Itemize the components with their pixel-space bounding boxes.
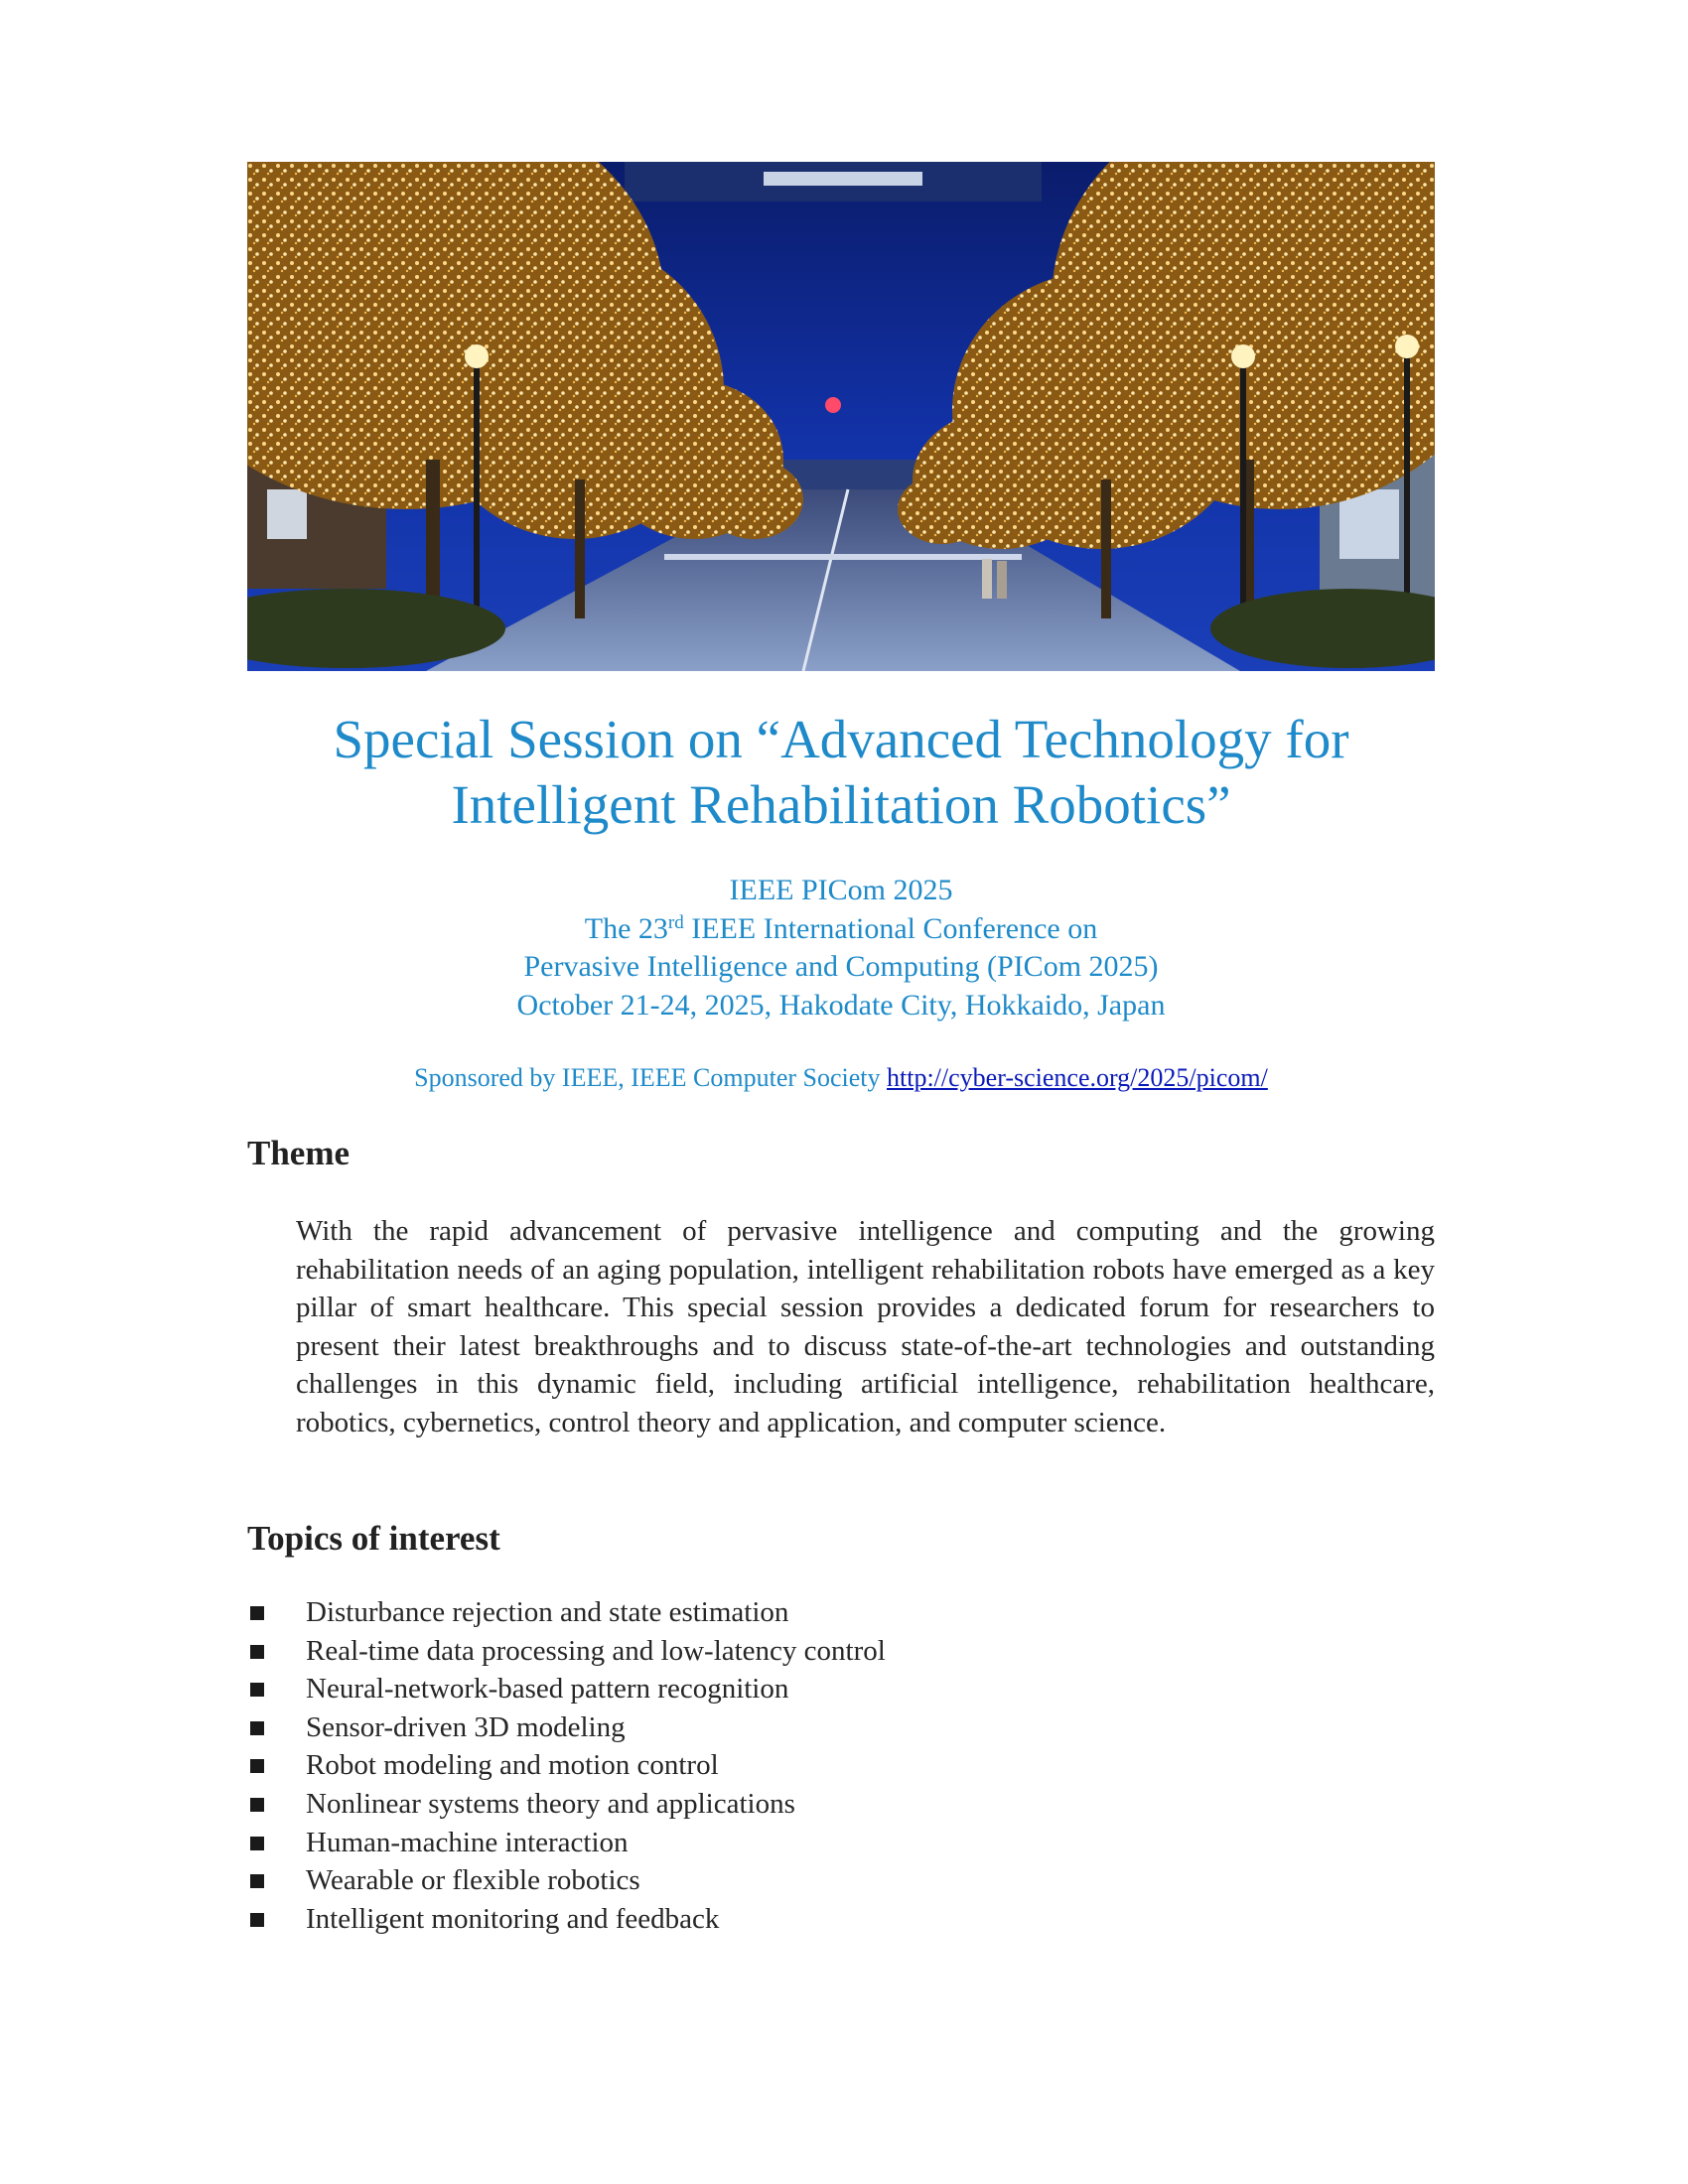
topics-heading: Topics of interest: [247, 1519, 500, 1558]
session-title: [247, 707, 1435, 838]
topic-item: [247, 1593, 1435, 1632]
topic-item: [247, 1900, 1435, 1939]
square-bullet-icon: [250, 1721, 264, 1735]
square-bullet-icon: [250, 1645, 264, 1659]
square-bullet-icon: [250, 1874, 264, 1888]
sponsor-line: [247, 1062, 1435, 1094]
topic-item-label: Wearable or flexible robotics: [306, 1864, 640, 1897]
conference-topic-line: Pervasive Intelligence and Computing (PICom 2025): [523, 950, 1159, 983]
conference-info: [247, 872, 1435, 1024]
topic-item: [247, 1861, 1435, 1900]
topic-item-label: Human-machine interaction: [306, 1826, 629, 1858]
topic-item-label: Real-time data processing and low-latency control: [306, 1634, 886, 1667]
illuminated-street-photo-icon: [247, 162, 1435, 671]
topic-item-label: Disturbance rejection and state estimation: [306, 1596, 789, 1628]
topic-item-label: Robot modeling and motion control: [306, 1749, 719, 1782]
topic-item: [247, 1785, 1435, 1824]
topic-item: [247, 1746, 1435, 1785]
square-bullet-icon: [250, 1837, 264, 1850]
topic-item-label: Neural-network-based pattern recognition: [306, 1673, 789, 1706]
topics-list: [247, 1593, 1435, 1938]
square-bullet-icon: [250, 1913, 264, 1927]
session-title-line1: Special Session on “Advanced Technology for: [333, 709, 1349, 769]
conference-full-name-line: [247, 910, 1435, 949]
conference-website-link[interactable]: http://cyber-science.org/2025/picom/: [887, 1063, 1268, 1092]
conference-date-location: October 21-24, 2025, Hakodate City, Hokkaido, Japan: [516, 988, 1166, 1022]
topic-item: [247, 1708, 1435, 1747]
square-bullet-icon: [250, 1759, 264, 1773]
topic-item: [247, 1632, 1435, 1671]
topic-item-label: Nonlinear systems theory and applications: [306, 1787, 795, 1820]
conference-ordinal: The 23: [584, 911, 668, 945]
hero-image: [247, 162, 1435, 671]
topic-item-label: Sensor-driven 3D modeling: [306, 1710, 626, 1743]
topic-item: [247, 1824, 1435, 1862]
theme-body: With the rapid advancement of pervasive intelligence and computing and the growing rehabilitation needs of an aging population, intelligent rehabilitation robots have emerged as a key pillar of smart healthcare. This special session provides a dedicated forum for researchers to present their latest breakthroughs and to discuss state-of-the-art technologies and outstanding challenges in this dynamic field, including artificial intelligence, rehabilitation healthcare, robotics, cybernetics, control theory and application, and computer science.: [296, 1215, 1435, 1438]
topic-item-label: Intelligent monitoring and feedback: [306, 1902, 720, 1935]
session-title-line2: Intelligent Rehabilitation Robotics”: [451, 774, 1231, 835]
sponsor-text: Sponsored by IEEE, IEEE Computer Society: [414, 1063, 887, 1092]
square-bullet-icon: [250, 1683, 264, 1697]
conference-short-name: IEEE PICom 2025: [729, 874, 953, 906]
square-bullet-icon: [250, 1606, 264, 1620]
square-bullet-icon: [250, 1798, 264, 1812]
conference-ordinal-suffix: rd: [667, 911, 684, 933]
conference-name-rest: IEEE International Conference on: [683, 911, 1098, 945]
theme-heading: Theme: [247, 1134, 351, 1172]
topic-item: [247, 1670, 1435, 1708]
